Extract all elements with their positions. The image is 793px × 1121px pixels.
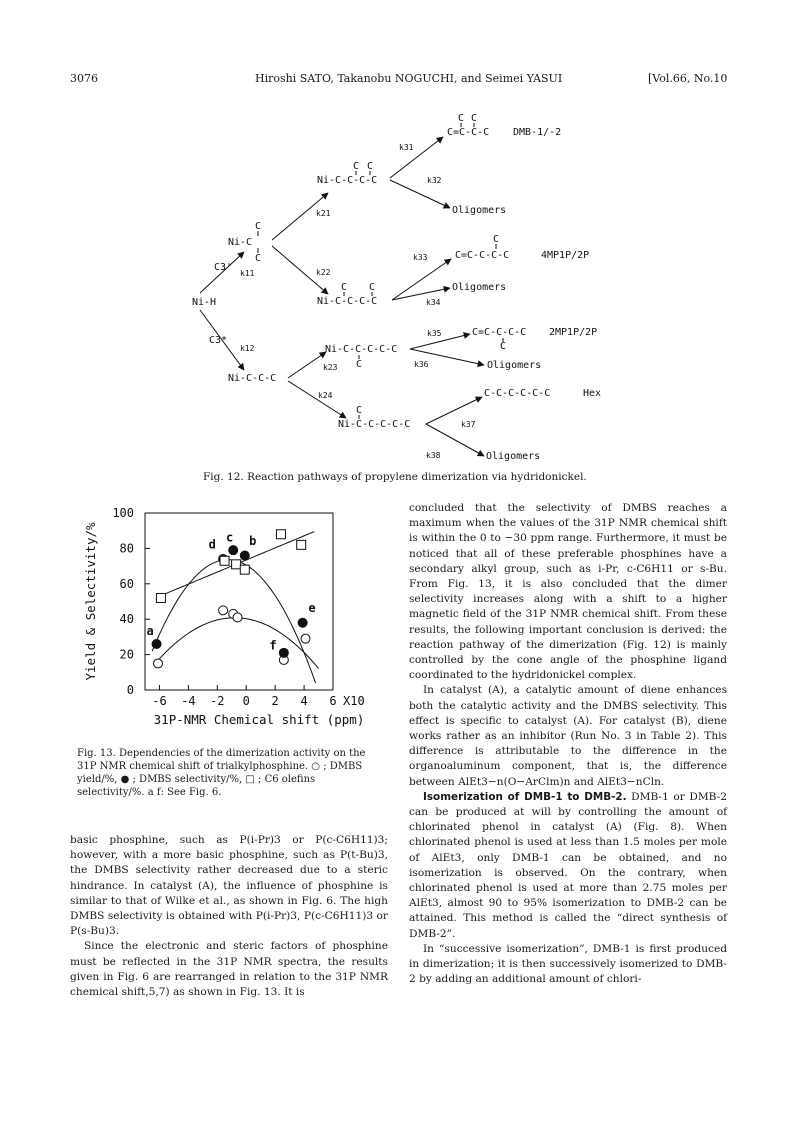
point-label: c: [225, 530, 234, 545]
intermediate-3: Ni-C-C-C-C-C: [325, 344, 398, 355]
data-point-filled-circle: [279, 648, 288, 657]
k11-label: k11: [240, 269, 255, 278]
intermediate-4: Ni-C-C-C-C-C: [338, 419, 411, 430]
k31-label: k31: [399, 143, 414, 152]
product-dmb-label: DMB-1/-2: [513, 127, 562, 138]
y-tick-label: 0: [126, 683, 134, 697]
k21-label: k21: [316, 209, 331, 218]
x-tick-label: -2: [210, 694, 225, 708]
y-tick-label: 60: [119, 576, 134, 591]
x-axis-label: 31P-NMR Chemical shift (ppm): [153, 712, 365, 727]
ch3-mark: C: [255, 221, 262, 232]
ch3-mark: C: [458, 113, 465, 124]
left-paragraph-2: Since the electronic and steric factors of phosphine must be reflected in the 31P NMR spectra, the results given in Fig. 6 are rearranged in relation to the 31P NMR chemical shift,5,7) as shown in Fig. 13. It is: [70, 940, 388, 999]
y-tick-label: 80: [119, 541, 134, 556]
ni-linear-label: Ni-C-C-C: [228, 373, 277, 384]
ch3-mark: C: [367, 161, 374, 172]
k12-label: k12: [240, 344, 255, 353]
fig12-caption: Fig. 12. Reaction pathways of propylene dimerization via hydridonickel.: [203, 471, 587, 483]
ch3-mark: C: [500, 341, 507, 352]
data-point-open-circle: [301, 634, 310, 643]
running-authors: Hiroshi SATO, Takanobu NOGUCHI, and Seimei YASUI: [255, 72, 563, 85]
x-tick-label: 6: [329, 694, 337, 708]
left-paragraph-1: basic phosphine, such as P(i-Pr)3 or P(c-C6H11)3; however, with a more basic phosphine, such as P(t-Bu)3, the DMBS selectivity rather decreased due to a steric hindrance. In catalyst (A), the influence of phosphine is similar to that of Wilke et al., as shown in Fig. 6. The high DMBS selectivity is obtained with P(i-Pr)3, P(c-C6H11)3 or P(s-Bu)3.: [70, 834, 388, 938]
data-point-filled-circle: [229, 546, 238, 555]
point-label: d: [208, 537, 216, 552]
data-point-square: [232, 560, 241, 569]
intermediate-2: Ni-C-C-C-C: [317, 296, 378, 307]
k36-label: k36: [414, 360, 429, 369]
fig13-chart: [70, 500, 390, 740]
data-point-square: [297, 540, 306, 549]
k22-label: k22: [316, 268, 331, 277]
right-paragraph-4: In “successive isomerization”, DMB-1 is first produced in dimerization; it is then successively isomerized to DMB-2 by adding an additional amount of chlori-: [409, 942, 727, 986]
data-point-open-circle: [154, 659, 163, 668]
point-label: b: [249, 533, 257, 548]
ch3-mark: C: [493, 234, 500, 245]
product-4mp-structure: C=C-C-C-C: [455, 250, 510, 261]
oligomers-label: Oligomers: [452, 205, 507, 216]
ch3-mark: C: [471, 113, 478, 124]
product-dmb-structure: C=C-C-C: [447, 127, 490, 138]
product-hex-label: Hex: [583, 388, 602, 399]
right-paragraph-3: [409, 790, 727, 942]
ch3-mark: C: [255, 253, 262, 264]
k35-label: k35: [427, 329, 442, 338]
y-tick-label: 40: [119, 612, 134, 627]
data-point-square: [240, 565, 249, 574]
k33-label: k33: [413, 253, 428, 262]
k24-label: k24: [318, 391, 333, 400]
intermediate-1: Ni-C-C-C-C: [317, 175, 378, 186]
plot-frame: [145, 513, 333, 690]
point-label: a: [146, 624, 154, 639]
data-point-filled-circle: [152, 639, 161, 648]
reaction-scheme: [0, 100, 793, 470]
data-point-square: [220, 556, 229, 565]
trend-line-dmbs-yield: [154, 618, 319, 669]
y-tick-label: 20: [119, 647, 134, 662]
trend-line-dmbs-selectivity: [152, 560, 315, 683]
nih-label: Ni-H: [192, 297, 217, 308]
k32-label: k32: [427, 176, 442, 185]
k37-label: k37: [461, 420, 476, 429]
oligomers-label: Oligomers: [487, 360, 542, 371]
k38-label: k38: [426, 451, 441, 460]
k34-label: k34: [426, 298, 441, 307]
c3-star-label: C3*: [209, 335, 228, 346]
data-point-open-circle: [233, 613, 242, 622]
ch3-mark: C: [356, 359, 363, 370]
page-number: 3076: [70, 72, 98, 85]
journal-volume: [Vol.66, No.10: [648, 72, 728, 85]
ch3-mark: C: [369, 282, 376, 293]
oligomers-label: Oligomers: [452, 282, 507, 293]
x-tick-label: 2: [271, 694, 279, 708]
product-2mp-label: 2MP1P/2P: [549, 327, 598, 338]
left-column: [70, 833, 388, 1000]
product-4mp-label: 4MP1P/2P: [541, 250, 590, 261]
k23-label: k23: [323, 363, 338, 372]
fig13-caption: Fig. 13. Dependencies of the dimerization activity on the 31P NMR chemical shift of trialkylphosphine. ○ ; DMBS yield/%, ● ; DMBS selectivity/%, □ ; C6 olefins selectivity/%. a f: See Fig. 6.: [77, 748, 366, 798]
data-point-square: [276, 530, 285, 539]
c3-prime-label: C3': [214, 262, 233, 273]
data-point-open-circle: [219, 606, 228, 615]
section-heading: Isomerization of DMB-1 to DMB-2.: [423, 790, 627, 803]
oligomers-label: Oligomers: [486, 451, 541, 462]
x-tick-label: -4: [181, 694, 196, 708]
ni-branched-label: Ni-C: [228, 237, 253, 248]
x-tick-label: 0: [242, 694, 250, 708]
x-tick-label: -6: [152, 694, 167, 708]
point-label: f: [269, 638, 277, 653]
right-paragraph-3-body: DMB-1 or DMB-2 can be produced at will by controlling the amount of chlorinated phenol in catalyst (A) (Fig. 8). When chlorinated phenol is used at less than 1.5 moles per mole of AlEt3, only DMB-1 can be obtained, and no isomerization is observed. On the contrary, when chlorinated phenol is used at more than 2.75 moles per AlEt3, almost 90 to 95% isomerization to DMB-2 can be attained. This method is called the “direct synthesis of DMB-2”.: [409, 790, 727, 940]
ch3-mark: C: [356, 405, 363, 416]
product-hex-structure: C-C-C-C-C-C: [484, 388, 551, 399]
y-tick-label: 100: [112, 506, 134, 520]
data-point-filled-circle: [240, 551, 249, 560]
x-tick-label: 4: [300, 694, 308, 708]
point-label: e: [308, 601, 316, 616]
right-column: [409, 501, 727, 988]
right-paragraph-2: In catalyst (A), a catalytic amount of diene enhances both the catalytic activity and the DMBS selectivity. This effect is specific to catalyst (A). For catalyst (B), diene works rather as an inhibitor (Run No. 3 in Table 2). This difference is attributable to the difference in the organoaluminum component, that is, the difference between AlEt3−n(O−ArClm)n and AlEt3−nCln.: [409, 684, 727, 788]
product-2mp-structure: C=C-C-C-C: [472, 327, 527, 338]
ch3-mark: C: [353, 161, 360, 172]
data-point-square: [156, 593, 165, 602]
x-unit-label: X10: [343, 694, 365, 708]
right-paragraph-1: concluded that the selectivity of DMBS reaches a maximum when the values of the 31P NMR chemical shift is within the 0 to −30 ppm range. Furthermore, it must be noticed that all of these preferable phosphines have a secondary alkyl group, such as i-Pr, c-C6H11 or s-Bu. From Fig. 13, it is also concluded that the dimer selectivity increases along with a shift to a higher magnetic field of the 31P NMR chemical shift. From these results, the following important conclusion is derived: the reaction pathway of the dimerization (Fig. 12) is mainly controlled by the cone angle of the phosphine ligand coordinated to the hydridonickel complex.: [409, 502, 727, 682]
y-axis-label: Yield & Selectivity/%: [83, 522, 98, 681]
data-point-filled-circle: [298, 618, 307, 627]
ch3-mark: C: [341, 282, 348, 293]
